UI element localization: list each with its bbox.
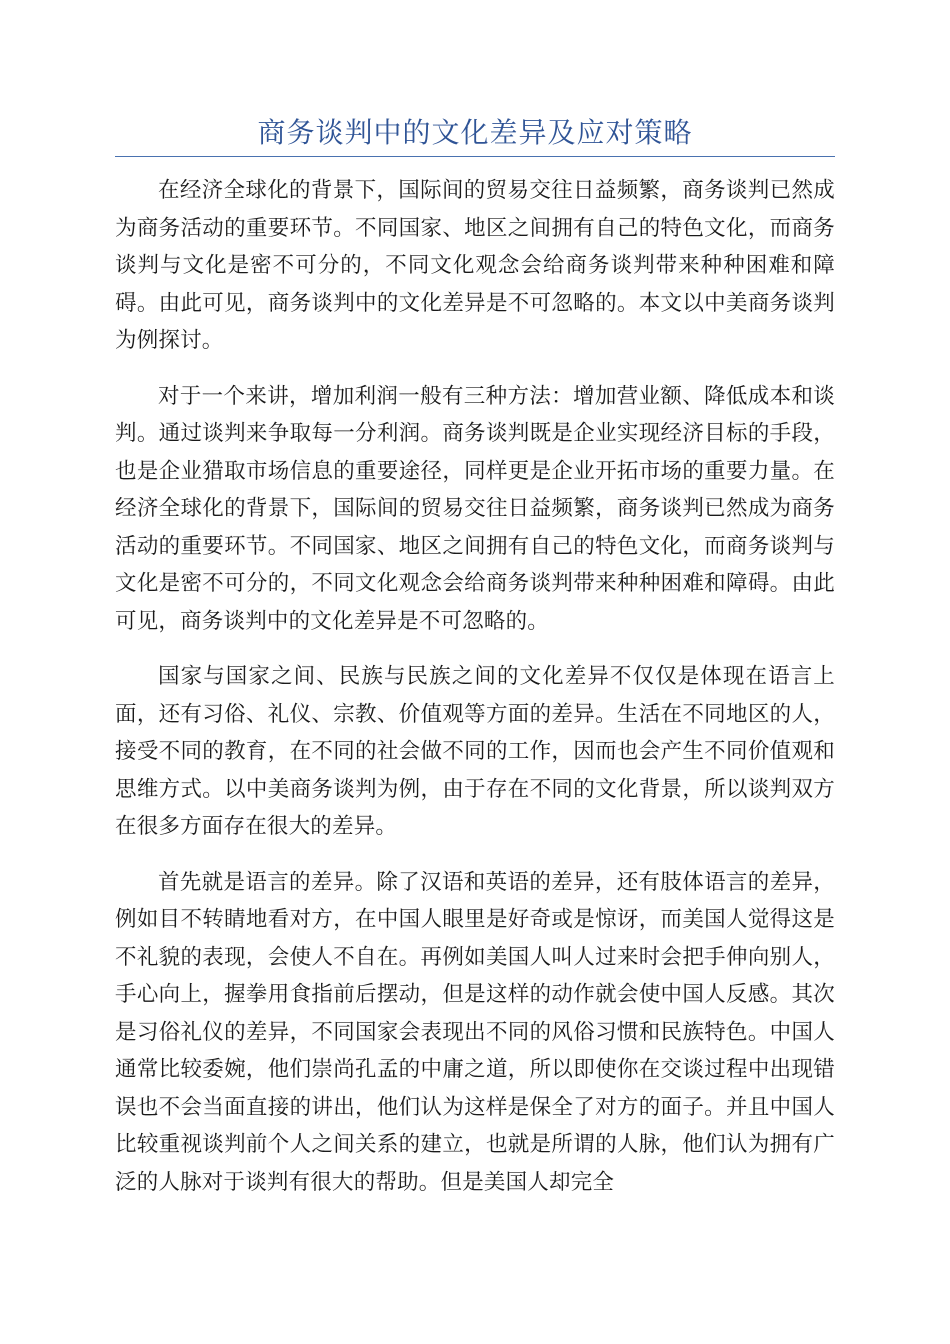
paragraph-2: 对于一个来讲，增加利润一般有三种方法：增加营业额、降低成本和谈判。通过谈判来争取每一分利润。商务谈判既是企业实现经济目标的手段，也是企业猎取市场信息的重要途径，同样更是企业开拓市场的重要力量。在经济全球化的背景下，国际间的贸易交往日益频繁，商务谈判已然成为商务活动的重要环节。不同国家、地区之间拥有自己的特色文化，而商务谈判与文化是密不可分的，不同文化观念会给商务谈判带来种种困难和障碍。由此可见，商务谈判中的文化差异是不可忽略的。: [115, 383, 835, 634]
paragraph-4: 首先就是语言的差异。除了汉语和英语的差异，还有肢体语言的差异，例如目不转睛地看对方，在中国人眼里是好奇或是惊讶，而美国人觉得这是不礼貌的表现，会使人不自在。再例如美国人叫人过来时会把手伸向别人，手心向上，握拳用食指前后摆动，但是这样的动作就会使中国人反感。其次是习俗礼仪的差异，不同国家会表现出不同的风俗习惯和民族特色。中国人通常比较委婉，他们崇尚孔孟的中庸之道，所以即使你在交谈过程中出现错误也不会当面直接的讲出，他们认为这样是保全了对方的面子。并且中国人比较重视谈判前个人之间关系的建立，也就是所谓的人脉，他们认为拥有广泛的人脉对于谈判有很大的帮助。但是美国人却完全: [115, 869, 835, 1195]
paragraph-3: 国家与国家之间、民族与民族之间的文化差异不仅仅是体现在语言上面，还有习俗、礼仪、宗教、价值观等方面的差异。生活在不同地区的人，接受不同的教育，在不同的社会做不同的工作，因而也会产生不同价值观和思维方式。以中美商务谈判为例，由于存在不同的文化背景，所以谈判双方在很多方面存在很大的差异。: [115, 664, 835, 839]
page-title: 商务谈判中的文化差异及应对策略: [257, 116, 693, 149]
title-block: [115, 112, 835, 157]
paragraph-1: 在经济全球化的背景下，国际间的贸易交往日益频繁，商务谈判已然成为商务活动的重要环节。不同国家、地区之间拥有自己的特色文化，而商务谈判与文化是密不可分的，不同文化观念会给商务谈判带来种种困难和障碍。由此可见，商务谈判中的文化差异是不可忽略的。本文以中美商务谈判为例探讨。: [115, 178, 835, 353]
document-body: [115, 172, 835, 1219]
